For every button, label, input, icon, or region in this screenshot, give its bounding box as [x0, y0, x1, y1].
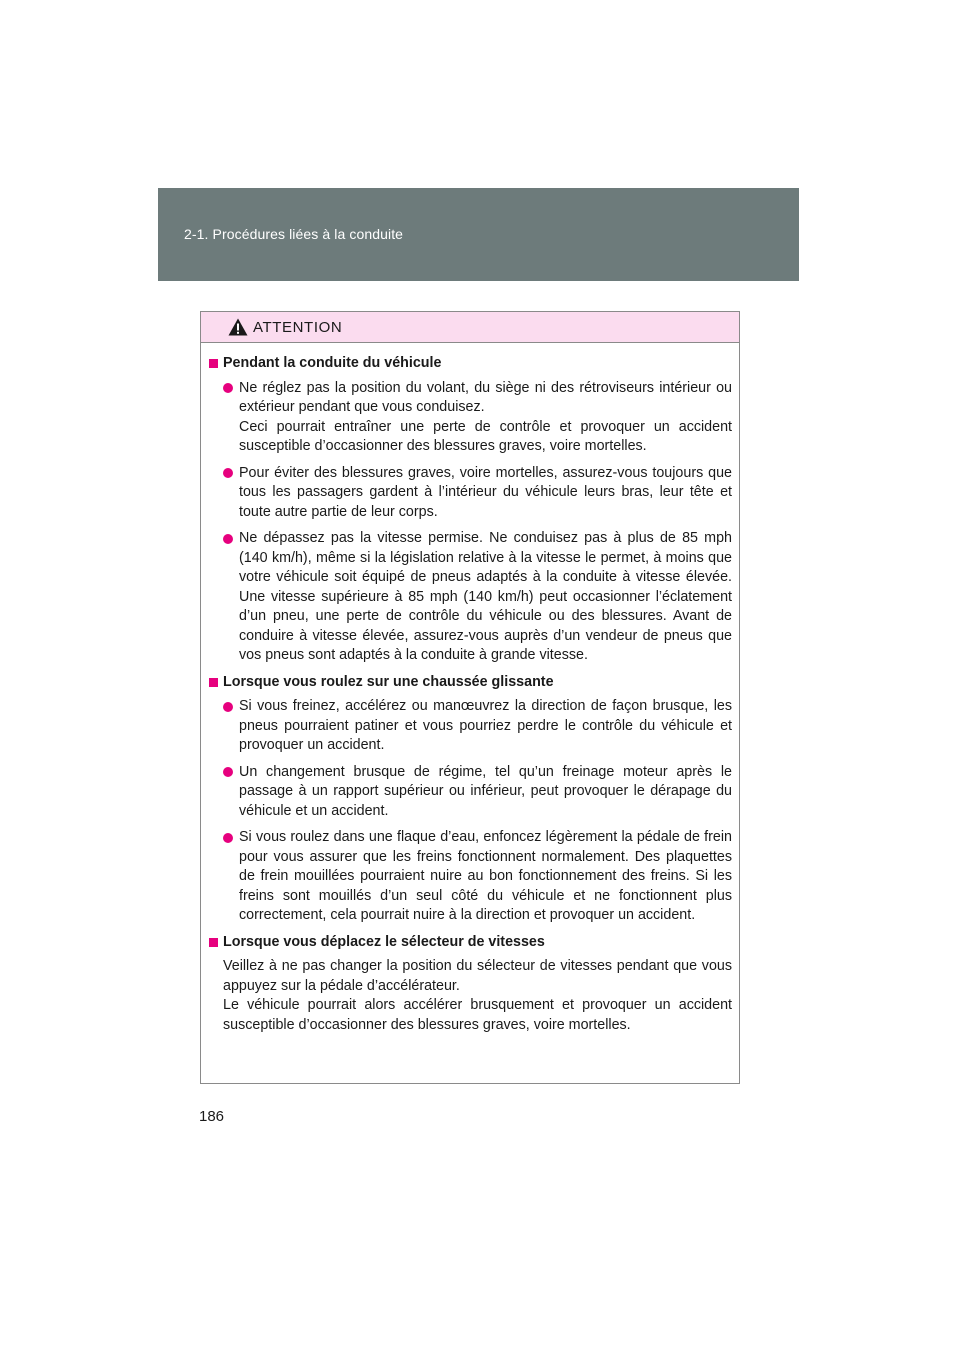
- round-bullet-icon: [223, 767, 233, 777]
- square-bullet-icon: [209, 938, 218, 947]
- bullet-item: [223, 697, 732, 756]
- round-bullet-icon: [223, 833, 233, 843]
- bullet-item: [223, 828, 732, 926]
- warning-section: [209, 354, 732, 666]
- round-bullet-icon: [223, 383, 233, 393]
- bullet-item: [223, 529, 732, 666]
- section-heading-text: Lorsque vous déplacez le sélecteur de vitesses: [223, 933, 545, 950]
- warning-header: [201, 312, 739, 343]
- bullet-text: Pour éviter des blessures graves, voire mortelles, assurez-vous toujours que tous les passagers gardent à l’intérieur du véhicule leurs bras, leur tête et toute autre partie de leur corps.: [239, 464, 732, 520]
- warning-section: [209, 673, 732, 926]
- section-title: 2-1. Procédures liées à la conduite: [184, 226, 404, 242]
- body-text: Veillez à ne pas changer la position du sélecteur de vitesses pendant que vous appuyez sur la pédale d’accélérateur.: [223, 958, 732, 994]
- bullet-text: Si vous roulez dans une flaque d’eau, enfoncez légèrement la pédale de frein pour vous assurer que les freins fonctionnent normalement. Des plaquettes de frein mouillées pourraient nuire au bon fonctionnement des freins. Si les freins sont mouillés d’un seul côté du véhicule et ne fonctionnent plus correctement, cela pourrait nuire à la direction et provoquer un accident.: [239, 829, 732, 923]
- section-heading: [209, 354, 732, 374]
- round-bullet-icon: [223, 534, 233, 544]
- round-bullet-icon: [223, 468, 233, 478]
- section-heading-text: Lorsque vous roulez sur une chaussée glissante: [223, 673, 554, 690]
- bullet-item: [223, 763, 732, 822]
- square-bullet-icon: [209, 678, 218, 687]
- section-header-band: [158, 188, 799, 281]
- bullet-text: Si vous freinez, accélérez ou manœuvrez la direction de façon brusque, les pneus pourraient patiner et vous pourriez perdre le contrôle du véhicule et provoquer un accident.: [239, 698, 732, 753]
- bullet-item: [223, 379, 732, 457]
- warning-section: [209, 933, 732, 1036]
- square-bullet-icon: [209, 359, 218, 368]
- warning-triangle-icon: [228, 318, 248, 336]
- warning-content: [201, 343, 739, 1035]
- round-bullet-icon: [223, 702, 233, 712]
- page-number: 186: [199, 1108, 225, 1125]
- warning-title: ATTENTION: [253, 319, 343, 336]
- section-body: [223, 957, 732, 1035]
- section-heading: [209, 673, 732, 693]
- warning-box: [200, 311, 740, 1084]
- section-heading: [209, 933, 732, 953]
- bullet-text: Ceci pourrait entraîner une perte de contrôle et provoquer un accident susceptible d’occasionner des blessures graves, voire mortelles.: [239, 418, 732, 454]
- bullet-text: Ne réglez pas la position du volant, du siège ni des rétroviseurs intérieur ou extérieur pendant que vous conduisez.: [239, 379, 732, 415]
- body-text: Le véhicule pourrait alors accélérer brusquement et provoquer un accident susceptible d’occasionner des blessures graves, voire mortelles.: [223, 997, 732, 1033]
- section-heading-text: Pendant la conduite du véhicule: [223, 355, 442, 371]
- bullet-text: Un changement brusque de régime, tel qu’un freinage moteur après le passage à un rapport supérieur ou inférieur, peut provoquer le dérapage du véhicule et un accident.: [239, 763, 732, 819]
- bullet-text: Ne dépassez pas la vitesse permise. Ne conduisez pas à plus de 85 mph (140 km/h), même si la législation relative à la vitesse le permet, à moins que votre véhicule soit équipé de pneus adaptés à la conduite à vitesse élevée. Une vitesse supérieure à 85 mph (140 km/h) peut occasionner l’éclatement d’un pneu, une perte de contrôle du véhicule ou des blessures. Avant de conduire à vitesse élevée, assurez-vous auprès d’un vendeur de pneus que vos pneus sont adaptés à la conduite à grande vitesse.: [239, 530, 732, 663]
- bullet-item: [223, 464, 732, 523]
